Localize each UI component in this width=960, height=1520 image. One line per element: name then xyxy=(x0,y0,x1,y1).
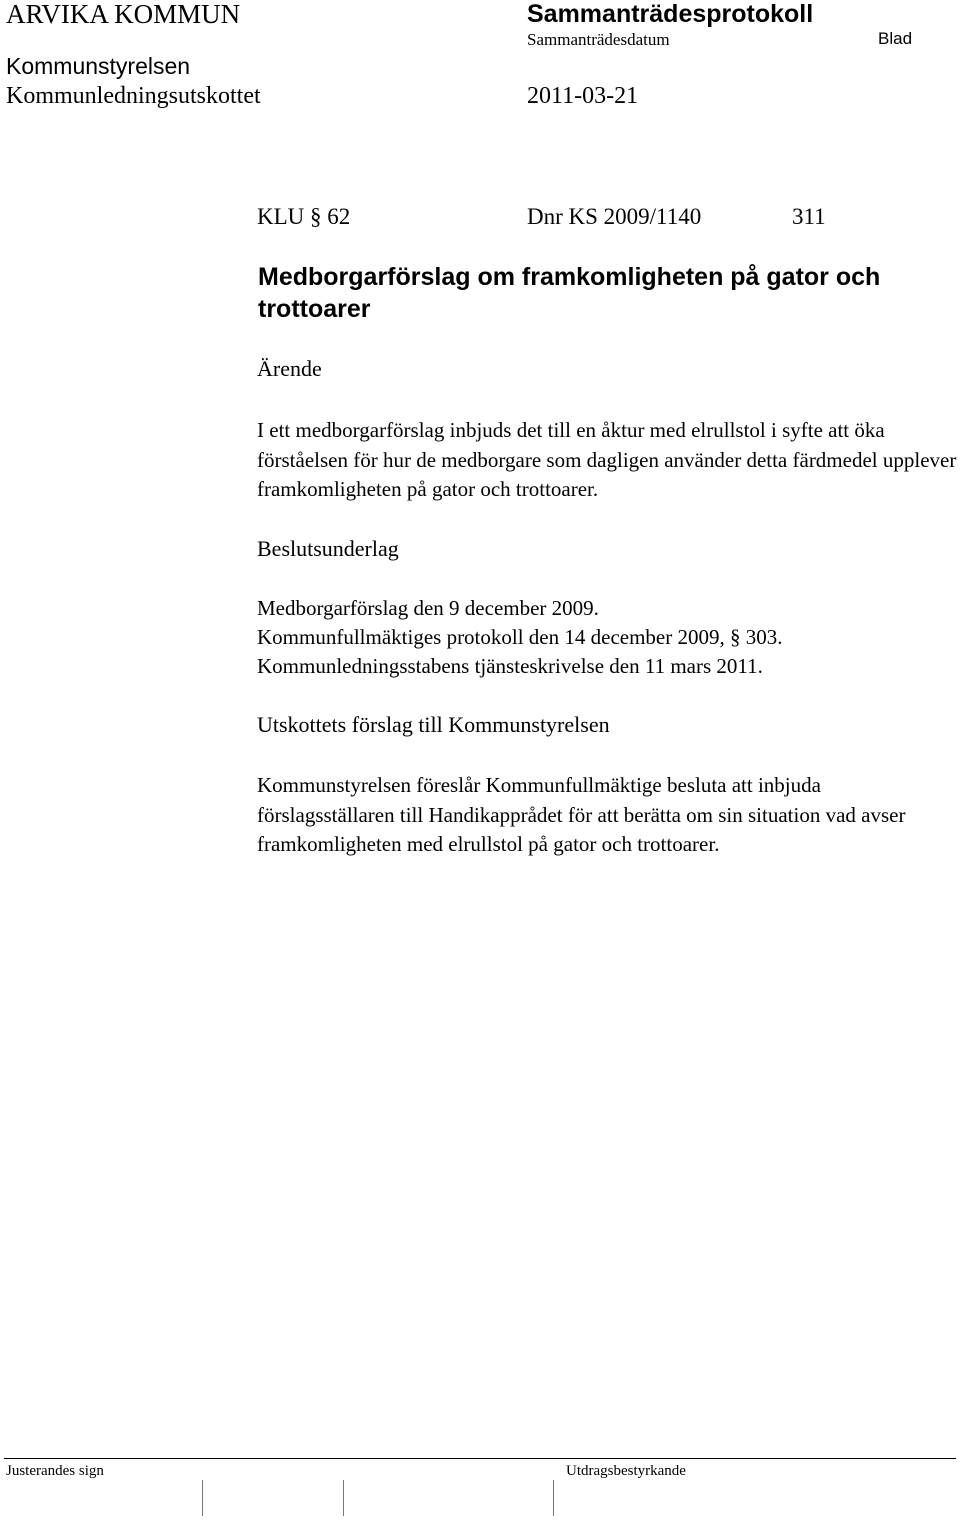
municipality-name: ARVIKA KOMMUN xyxy=(6,0,241,29)
section-heading-beslutsunderlag: Beslutsunderlag xyxy=(257,536,399,561)
meeting-date: 2011-03-21 xyxy=(527,83,639,109)
section-heading-arende: Ärende xyxy=(257,356,322,381)
section-heading-forslag: Utskottets förslag till Kommunstyrelsen xyxy=(257,712,610,737)
sheet-label: Blad xyxy=(878,29,913,48)
signature-box-divider xyxy=(202,1480,203,1516)
extract-certification-label: Utdragsbestyrkande xyxy=(566,1463,686,1479)
case-dnr: Dnr KS 2009/1140 xyxy=(527,204,702,229)
document-type: Sammanträdesprotokoll xyxy=(527,0,814,28)
footer-divider xyxy=(4,1458,956,1459)
body-name: Kommunstyrelsen xyxy=(6,53,191,79)
case-reference: KLU § 62 xyxy=(257,204,351,229)
signature-label: Justerandes sign xyxy=(6,1463,104,1479)
decision-basis-item: Kommunfullmäktiges protokoll den 14 december 2009, § 303. xyxy=(257,625,783,649)
signature-box-divider xyxy=(343,1480,344,1516)
committee-name: Kommunledningsutskottet xyxy=(6,83,261,109)
decision-basis-item: Kommunledningsstabens tjänsteskrivelse den 11 mars 2011. xyxy=(257,654,763,678)
case-number: 311 xyxy=(792,204,826,229)
decision-basis-item: Medborgarförslag den 9 december 2009. xyxy=(257,596,599,620)
case-title: Medborgarförslag om framkomligheten på gator och trottoarer xyxy=(258,263,881,323)
signature-box-divider xyxy=(553,1480,554,1516)
decision-basis-list xyxy=(257,594,957,681)
meeting-date-label: Sammanträdesdatum xyxy=(527,30,670,49)
forslag-text: Kommunstyrelsen föreslår Kommunfullmäktige besluta att inbjuda förslagsställaren till Handikapprådet för att berätta om sin situation vad avser framkomligheten med elrullstol på gator och trottoarer. xyxy=(257,773,906,856)
arende-text: I ett medborgarförslag inbjuds det till en åktur med elrullstol i syfte att öka förståelsen för hur de medborgare som dagligen använder detta färdmedel upplever framkomligheten på gator och trottoarer. xyxy=(257,418,957,501)
